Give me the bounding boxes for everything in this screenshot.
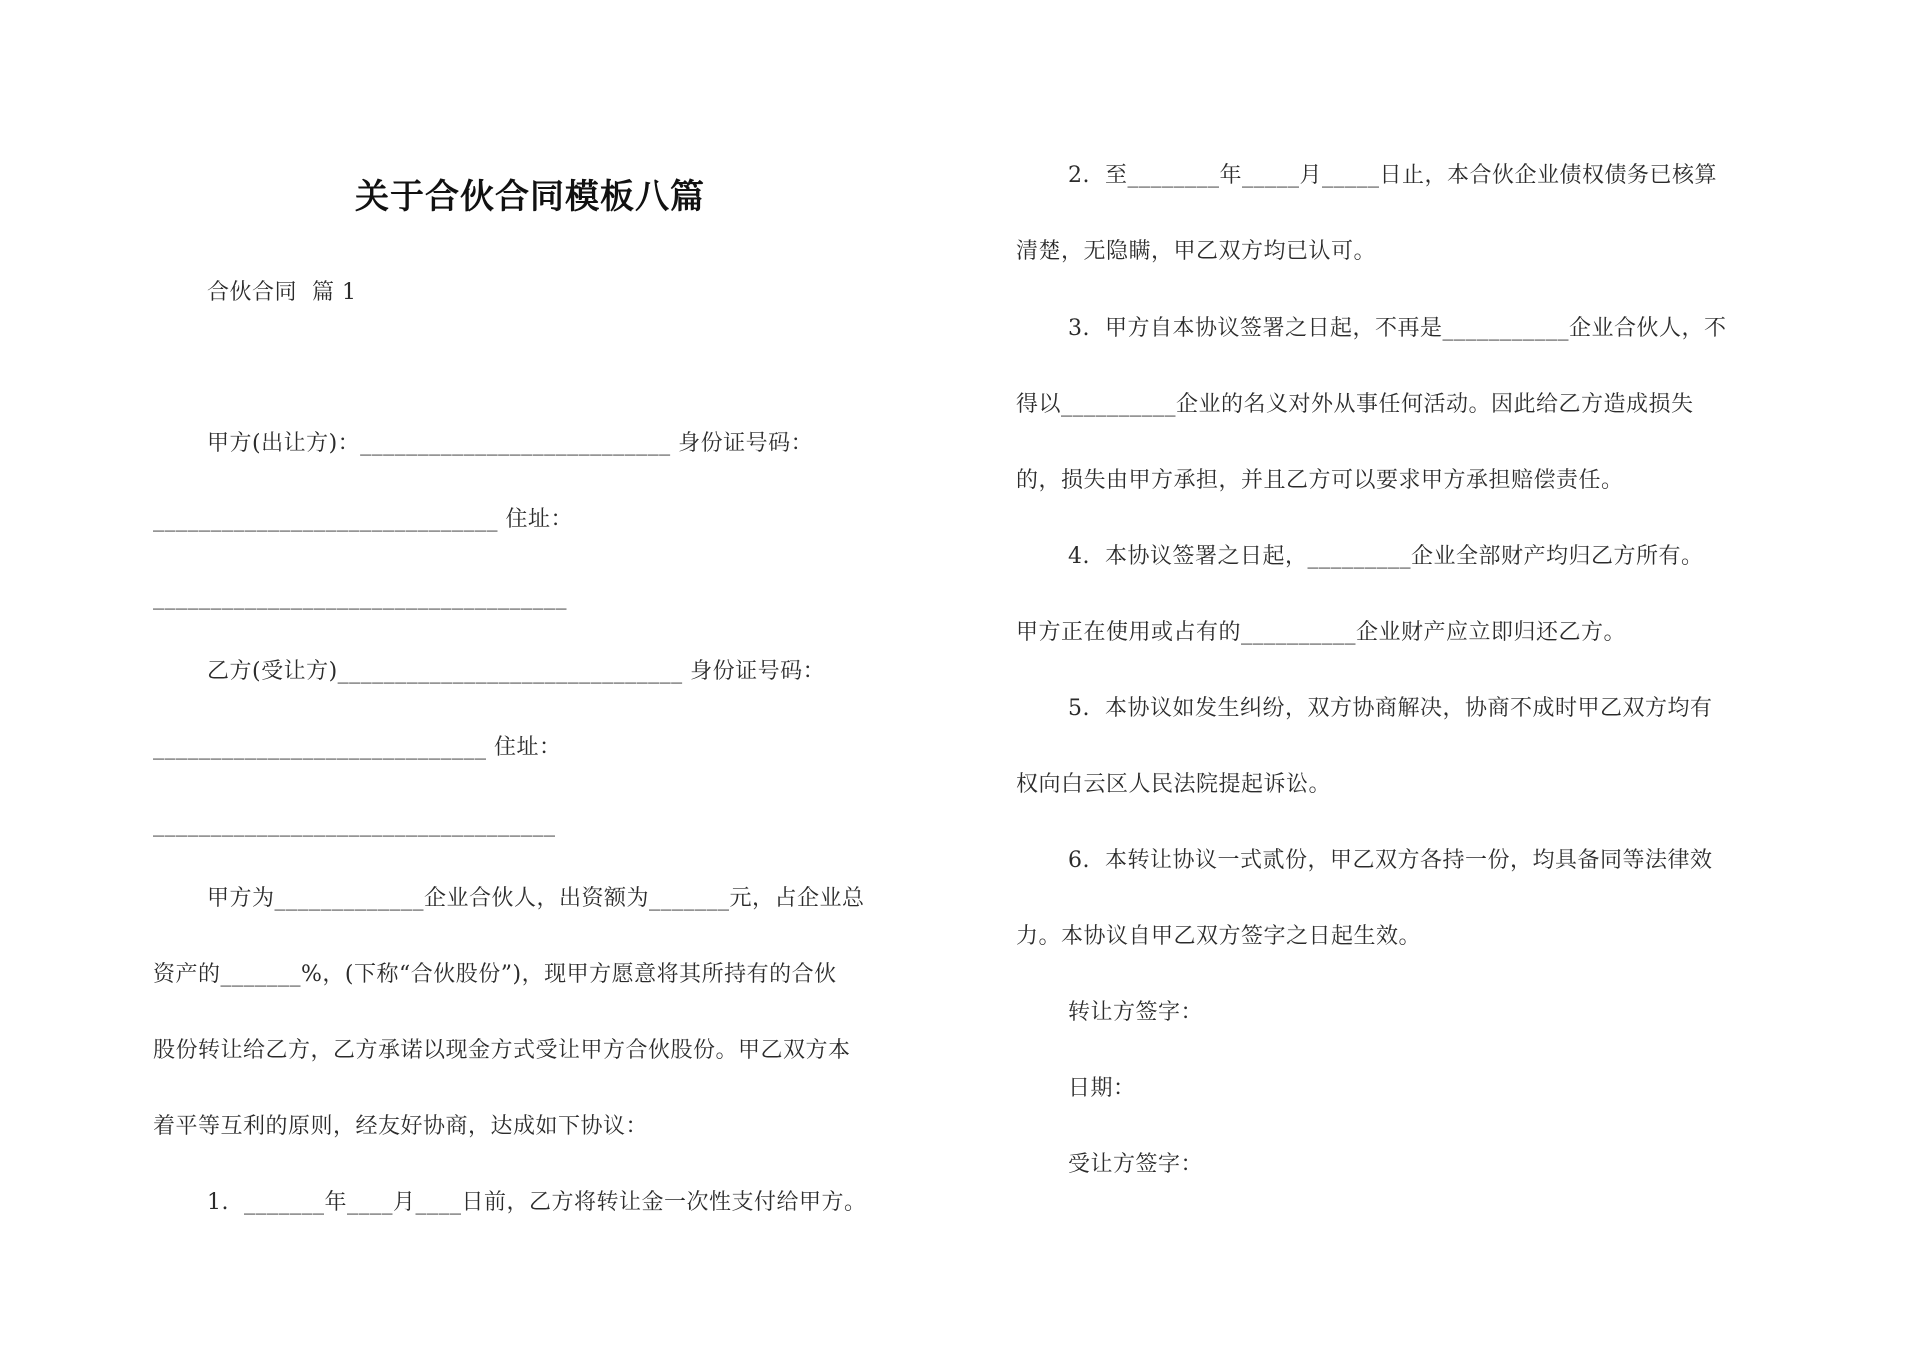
transferee-signature-label: 受让方签字： <box>1068 1152 1204 1177</box>
clause-2: 2. 至________年_____月_____日止，本合伙企业债权债务已核算 <box>1068 163 1717 188</box>
section-heading: 合伙合同 篇 1 <box>207 280 357 305</box>
date-label: 日期： <box>1068 1076 1136 1101</box>
party-a-id-line: ______________________________ 住址： <box>153 507 573 532</box>
transferor-signature-label: 转让方签字： <box>1068 1000 1204 1025</box>
clause-4-cont: 甲方正在使用或占有的__________企业财产应立即归还乙方。 <box>1016 620 1627 645</box>
clause-2-cont: 清楚，无隐瞒，甲乙双方均已认可。 <box>1016 239 1377 264</box>
body-paragraph-line: 着平等互利的原则，经友好协商，达成如下协议： <box>153 1114 649 1139</box>
clause-3-cont: 的，损失由甲方承担，并且乙方可以要求甲方承担赔偿责任。 <box>1016 468 1624 493</box>
party-b-id-line: _____________________________ 住址： <box>153 735 562 760</box>
clause-5-cont: 权向白云区人民法院提起诉讼。 <box>1016 772 1332 797</box>
clause-6: 6. 本转让协议一式贰份，甲乙双方各持一份，均具备同等法律效 <box>1068 848 1713 873</box>
party-a-address-line: ____________________________________ <box>153 585 567 610</box>
body-paragraph-line: 甲方为_____________企业合伙人，出资额为_______元，占企业总 <box>207 886 865 911</box>
party-b-name-line: 乙方(受让方)______________________________ 身份证号码： <box>207 659 826 684</box>
party-a-name-line: 甲方(出让方)：___________________________ 身份证号码： <box>207 431 814 456</box>
clause-5: 5. 本协议如发生纠纷，双方协商解决，协商不成时甲乙双方均有 <box>1068 696 1713 721</box>
party-b-address-line: ___________________________________ <box>153 812 556 837</box>
clause-3: 3. 甲方自本协议签署之日起，不再是___________企业合伙人，不 <box>1068 316 1727 341</box>
clause-6-cont: 力。本协议自甲乙双方签字之日起生效。 <box>1016 924 1422 949</box>
document-title: 关于合伙合同模板八篇 <box>355 177 705 217</box>
clause-1: 1. _______年____月____日前，乙方将转让金一次性支付给甲方。 <box>207 1190 867 1215</box>
body-paragraph-line: 资产的_______%，(下称“合伙股份”)，现甲方愿意将其所持有的合伙 <box>153 962 837 987</box>
clause-3-cont: 得以__________企业的名义对外从事任何活动。因此给乙方造成损失 <box>1016 392 1694 417</box>
body-paragraph-line: 股份转让给乙方，乙方承诺以现金方式受让甲方合伙股份。甲乙双方本 <box>153 1038 851 1063</box>
clause-4: 4. 本协议签署之日起，_________企业全部财产均归乙方所有。 <box>1068 544 1704 569</box>
